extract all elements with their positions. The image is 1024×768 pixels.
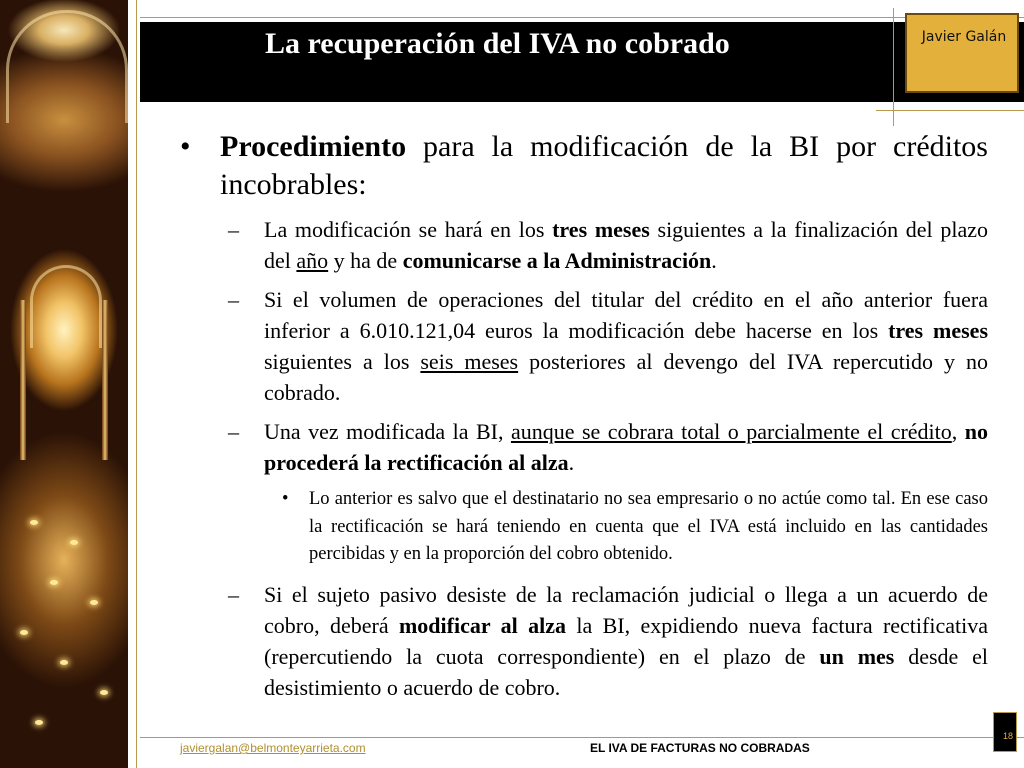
text: . bbox=[711, 248, 717, 273]
page-number: 18 bbox=[1002, 731, 1013, 741]
email-link[interactable]: javiergalan@belmonteyarrieta.com bbox=[180, 741, 366, 755]
bold-text: modificar al alza bbox=[398, 612, 566, 638]
bullet-marker: • bbox=[282, 489, 289, 509]
brand-box bbox=[905, 13, 1019, 93]
photo-lamp bbox=[60, 660, 68, 665]
page-number-box bbox=[993, 712, 1017, 752]
slide-content bbox=[180, 128, 988, 711]
text: siguientes a la finalización del plazo del bbox=[264, 217, 989, 273]
text: , bbox=[951, 419, 965, 444]
bold-text: tres meses bbox=[552, 217, 650, 242]
photo-lamp bbox=[20, 630, 28, 635]
bold-text: no procederá la rectificación al alza bbox=[264, 419, 989, 475]
footer-line bbox=[140, 737, 1024, 738]
photo-lamp bbox=[30, 520, 38, 525]
photo-column bbox=[102, 300, 108, 460]
text: la BI, expidiendo nueva factura rectificativa (repercutiendo la cuota correspondiente) en el plazo de bbox=[264, 612, 988, 669]
photo-lamp bbox=[100, 690, 108, 695]
footer-title: EL IVA DE FACTURAS NO COBRADAS bbox=[590, 741, 810, 755]
text: Si el volumen de operaciones del titular del crédito en el año anterior fuera inferior a 6.010.121,04 euros la modificación debe hacerse en los bbox=[264, 287, 988, 343]
sub-sub-item bbox=[180, 486, 988, 569]
text: y ha de bbox=[328, 248, 403, 273]
underlined-text: aunque se cobrara total o parcialmente el crédito bbox=[510, 419, 952, 444]
text: desde el desistimiento o acuerdo de cobro. bbox=[264, 643, 989, 700]
photo-arch bbox=[30, 265, 102, 348]
sub-item bbox=[180, 579, 988, 703]
sub-item bbox=[180, 284, 988, 408]
bold-text: tres meses bbox=[888, 318, 989, 343]
bullet-marker: • bbox=[180, 130, 191, 163]
underlined-text: año bbox=[296, 248, 329, 273]
text: para la modificación de la BI por créditos incobrables: bbox=[220, 130, 988, 201]
photo-column bbox=[20, 300, 26, 460]
text: Si el sujeto pasivo desiste de la reclamación judicial o llega a un acuerdo de cobro, deberá bbox=[264, 581, 988, 638]
divider-line bbox=[136, 0, 137, 768]
text: siguientes a los bbox=[264, 349, 421, 374]
divider-line bbox=[140, 17, 1024, 18]
photo-lamp bbox=[50, 580, 58, 585]
text: La modificación se hará en los bbox=[264, 217, 553, 242]
text: posteriores al devengo del IVA repercutido y no cobrado. bbox=[264, 349, 988, 405]
bold-text: comunicarse a la Administración bbox=[402, 248, 712, 273]
dash-marker: – bbox=[228, 581, 239, 607]
divider-line bbox=[893, 8, 894, 126]
dash-marker: – bbox=[228, 217, 239, 242]
text: Lo anterior es salvo que el destinatario no sea empresario o no actúe como tal. En ese caso la rectificación se hará teniendo en cuenta que el IVA está incluido en las cantidades percibidas y en la proporción del cobro obtenido. bbox=[309, 489, 988, 564]
underlined-text: seis meses bbox=[420, 349, 519, 374]
bold-text: Procedimiento bbox=[220, 130, 407, 163]
sub-item bbox=[180, 214, 988, 276]
photo-lamp bbox=[70, 540, 78, 545]
bullet-item bbox=[180, 128, 988, 204]
bold-text: un mes bbox=[819, 643, 895, 669]
slide-title: La recuperación del IVA no cobrado bbox=[265, 27, 730, 60]
text: Una vez modificada la BI, bbox=[264, 419, 511, 444]
library-photo bbox=[0, 0, 128, 768]
dash-marker: – bbox=[228, 419, 239, 444]
text: . bbox=[568, 450, 575, 475]
sub-item bbox=[180, 416, 988, 478]
photo-lamp bbox=[90, 600, 98, 605]
dash-marker: – bbox=[228, 287, 239, 312]
brand-label: Javier Galán bbox=[921, 29, 1007, 45]
divider-line bbox=[876, 110, 1024, 111]
photo-arch bbox=[6, 10, 128, 123]
photo-lamp bbox=[35, 720, 43, 725]
